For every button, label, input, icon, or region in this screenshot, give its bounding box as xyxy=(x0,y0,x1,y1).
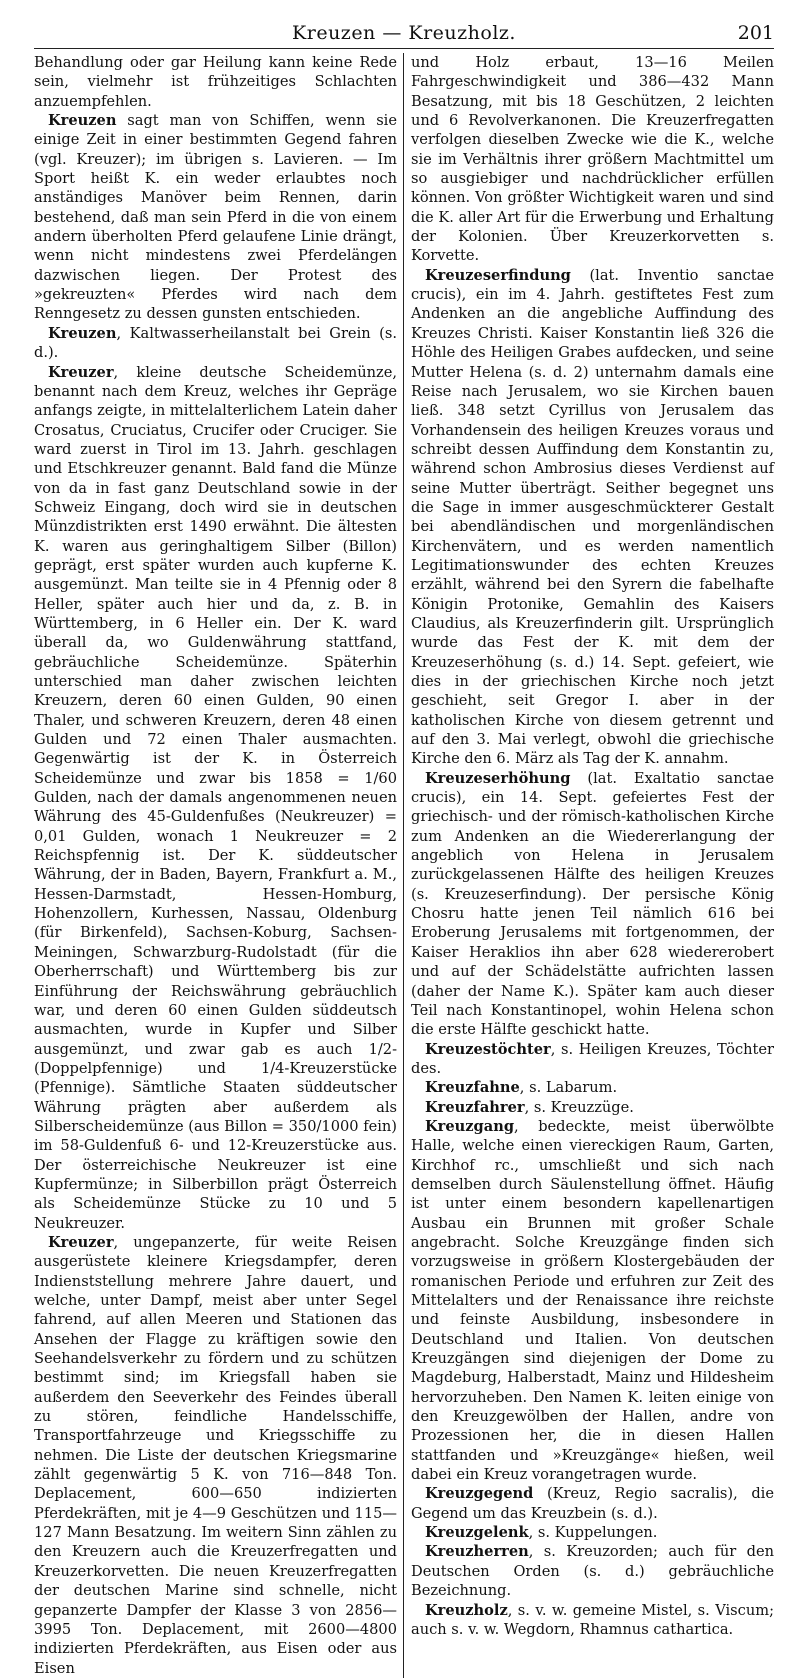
dictionary-entry xyxy=(411,1484,774,1523)
entry-text: (Kreuz, Regio sacralis), die Gegend um das Kreuzbein (s. d.). xyxy=(411,1485,774,1522)
entry-headword: Kreuzeserfindung xyxy=(425,266,571,284)
dictionary-entry xyxy=(34,53,397,111)
entry-headword: Kreuzholz xyxy=(425,1601,508,1619)
left-column xyxy=(34,53,403,1678)
two-column-body xyxy=(34,53,774,1678)
entry-text: , s. Kreuzorden; auch für den Deutschen Orden (s. d.) gebräuchliche Bezeichnung. xyxy=(411,1543,774,1600)
entry-text: , s. Labarum. xyxy=(519,1079,618,1097)
entry-text: , Kaltwasserheilanstalt bei Grein (s. d.). xyxy=(34,324,397,362)
entry-text: (lat. Exaltatio sanctae crucis), ein 14. Sept. gefeiertes Fest der griechisch- und der römisch-katholischen Kirche zum Andenken an die Wiedererlangung der angeblich von Helena in Jerusalem zurückgelassenen Hälfte des heiligen Kreuzes (s. Kreuzeserfindung). Der persische König Chosru hatte jenen Teil nämlich 616 bei Eroberung Jerusalems mit fortgenommen, der Kaiser Heraklios ihn aber 628 wiedererobert und auf der Schädelstätte aufrichten lassen (daher der Name K.). Später kam auch dieser Teil nach Konstantinopel, wohin Helena schon die erste Hälfte geschickt hatte. xyxy=(411,769,774,1039)
dictionary-entry xyxy=(411,1117,774,1485)
entry-text: , kleine deutsche Scheidemünze, benannt nach dem Kreuz, welches ihr Gepräge anfangs zeigte, in mittelalterlichem Latein daher Crosatus, Cruciatus, Crucifer oder Cruciger. Sie ward zuerst in Tirol im 13. Jahrh. geschlagen und Etschkreuzer genannt. Bald fand die Münze von da in fast ganz Deutschland sowie in der Schweiz Eingang, doch wird sie in deutschen Münzdistrikten erst 1490 erwähnt. Die ältesten K. waren aus geringhaltigem Silber (Billon) geprägt, erst später wurden auch kupferne K. ausgemünzt. Man teilte sie in 4 Pfennig oder 8 Heller, später auch hier und da, z. B. in Württemberg, in 6 Heller ein. Der K. ward überall da, wo Guldenwährung stattfand, gebräuchliche Scheidemünze. Späterhin unterschied man daher zwischen leichten Kreuzern, deren 60 einen Gulden, 90 einen Thaler, und schweren Kreuzern, deren 48 einen Gulden und 72 einen Thaler ausmachten. Gegenwärtig ist der K. in Österreich Scheidemünze und zwar bis 1858 = 1/60 Gulden, nach der damals angenommenen neuen Währung des 45-Guldenfußes (Neukreuzer) = 0,01 Gulden, wonach 1 Neukreuzer = 2 Reichspfennig ist. Der K. süddeutscher Währung, der in Baden, Bayern, Frankfurt a. M., Hessen-Darmstadt, Hessen-Homburg, Hohenzollern, Kurhessen, Nassau, Oldenburg (für Birkenfeld), Sachsen-Koburg, Sachsen-Meiningen, Schwarzburg-Rudolstadt (für die Oberherrschaft) und Württemberg bis zur Einführung der Reichswährung gebräuchlich war, und deren 60 einen Gulden süddeutsch ausmachten, wurde in Kupfer und Silber ausgemünzt, und zwar gab es auch 1/2- (Doppelpfennige) und 1/4-Kreuzerstücke (Pfennige). Sämtliche Staaten süddeutscher Währung prägten aber außerdem als Silberscheidemünze (aus Billon = 350/1000 fein) im 58-Guldenfuß 6- und 12-Kreuzerstücke aus. Der österreichische Neukreuzer ist eine Kupfermünze; in Silberbillon prägt Österreich als Scheidemünze Stücke zu 10 und 5 Neukreuzer. xyxy=(34,363,397,1232)
entry-headword: Kreuzfahne xyxy=(425,1079,520,1097)
dictionary-entry xyxy=(411,1523,774,1542)
right-column xyxy=(404,53,774,1678)
dictionary-entry xyxy=(411,1542,774,1600)
entry-headword: Kreuzherren xyxy=(425,1543,529,1561)
page-header xyxy=(34,14,774,49)
entry-headword: Kreuzen xyxy=(48,112,117,130)
dictionary-entry xyxy=(411,1040,774,1079)
dictionary-entry xyxy=(411,769,774,1040)
dictionary-entry xyxy=(34,1233,397,1678)
dictionary-entry xyxy=(411,1098,774,1117)
page-number: 201 xyxy=(737,22,774,44)
running-title: Kreuzen — Kreuzholz. xyxy=(292,22,516,44)
dictionary-entry xyxy=(411,1601,774,1640)
entry-headword: Kreuzen xyxy=(48,324,117,342)
dictionary-entry xyxy=(34,324,397,363)
entry-headword: Kreuzfahrer xyxy=(425,1098,525,1116)
dictionary-entry xyxy=(411,1078,774,1097)
entry-headword: Kreuzer xyxy=(48,363,114,381)
entry-text: Behandlung oder gar Heilung kann keine Rede sein, vielmehr ist frühzeitiges Schlachten anzuempfehlen. xyxy=(34,54,397,110)
entry-headword: Kreuzgang xyxy=(425,1117,515,1135)
dictionary-entry xyxy=(411,53,774,266)
entry-text: und Holz erbaut, 13—16 Meilen Fahrgeschwindigkeit und 386—432 Mann Besatzung, mit bis 18 Geschützen, 2 leichten und 6 Revolverkanonen. Die Kreuzerfregatten verfolgen dieselben Zwecke wie die K., welche sie im Verhältnis ihrer größern Machtmittel um so ausgiebiger und nachdrücklicher erfüllen können. Von größter Wichtigkeit waren und sind die K. aller Art für die Erwerbung und Erhaltung der Kolonien. Über Kreuzerkorvetten s. Korvette. xyxy=(411,54,774,265)
dictionary-entry xyxy=(34,363,397,1233)
dictionary-entry xyxy=(411,266,774,769)
entry-text: , s. Kreuzzüge. xyxy=(524,1098,634,1116)
entry-text: (lat. Inventio sanctae crucis), ein im 4. Jahrh. gestiftetes Fest zum Andenken an die angebliche Auffindung des Kreuzes Christi. Kaiser Konstantin ließ 326 die Höhle des Heiligen Grabes aufdecken, und seine Mutter Helena (s. d. 2) unternahm damals eine Reise nach Jerusalem, wo sie Kirchen bauen ließ. 348 setzt Cyrillus von Jerusalem das Vorhandensein des heiligen Kreuzes voraus und schreibt dessen Auffindung dem Konstantin zu, während schon Ambrosius dieses Verdienst auf seine Mutter überträgt. Seither begegnet uns die Sage in immer ausgeschmückterer Gestalt bei abendländischen und morgenländischen Kirchenvätern, und es werden namentlich Legitimationswunder des echten Kreuzes erzählt, während bei den Syrern die fabelhafte Königin Protonike, Gemahlin des Kaisers Claudius, als Kreuzerfinderin gilt. Ursprünglich wurde das Fest der K. mit dem der Kreuzeserhöhung (s. d.) 14. Sept. gefeiert, wie dies in der griechischen Kirche noch jetzt geschieht, seit Gregor I. aber in der katholischen Kirche von diesem getrennt und auf den 3. Mai verlegt, obwohl die griechische Kirche den 6. März als Tag der K. annahm. xyxy=(411,266,774,768)
entry-text: sagt man von Schiffen, wenn sie einige Zeit in einer bestimmten Gegend fahren (vgl. Kreuzer); im übrigen s. Lavieren. — Im Sport heißt K. ein weder erlaubtes noch anständiges Manöver beim Rennen, darin bestehend, daß man sein Pferd in die von einem andern überholten Pferd gelaufene Linie drängt, wenn nicht mindestens zwei Pferdelängen dazwischen liegen. Der Protest des »gekreuzten« Pferdes wird nach dem Renngesetz zu dessen gunsten entschieden. xyxy=(34,112,397,323)
entry-text: , s. Kuppelungen. xyxy=(528,1524,658,1542)
entry-headword: Kreuzeserhöhung xyxy=(425,769,571,787)
entry-text: , ungepanzerte, für weite Reisen ausgerüstete kleinere Kriegsdampfer, deren Indienststellung mehrere Jahre dauert, und welche, unter Dampf, meist aber unter Segel fahrend, auf allen Meeren und Stationen das Ansehen der Flagge zu kräftigen sowie den Seehandelsverkehr zu fördern und zu schützen bestimmt sind; im Kriegsfall haben sie außerdem den Seeverkehr des Feindes überall zu stören, feindliche Handelsschiffe, Transportfahrzeuge und Kriegsschiffe zu nehmen. Die Liste der deutschen Kriegsmarine zählt gegenwärtig 5 K. von 716—848 Ton. Deplacement, 600—650 indizierten Pferdekräften, mit je 4—9 Geschützen und 115—127 Mann Besatzung. Im weitern Sinn zählen zu den Kreuzern auch die Kreuzerfregatten und Kreuzerkorvetten. Die neuen Kreuzerfregatten der deutschen Marine sind schnelle, nicht gepanzerte Dampfer der Klasse 3 von 2856—3995 Ton. Deplacement, mit 2600—4800 indizierten Pferdekräften, aus Eisen oder aus Eisen xyxy=(34,1233,397,1677)
entry-text: , bedeckte, meist überwölbte Halle, welche einen viereckigen Raum, Garten, Kirchhof rc., umschließt und sich nach demselben durch Säulenstellung öffnet. Häufig ist unter einem besondern kapellenartigen Ausbau ein Brunnen mit großer Schale angebracht. Solche Kreuzgänge finden sich vorzugsweise in größern Klostergebäuden der romanischen Periode und erfuhren zur Zeit des Mittelalters und der Renaissance ihre reichste und feinste Ausbildung, insbesondere in Deutschland und Italien. Von deutschen Kreuzgängen sind diejenigen der Dome zu Magdeburg, Halberstadt, Mainz und Hildesheim hervorzuheben. Den Namen K. leiten einige von den Kreuzgewölben der Hallen, andre von Prozessionen her, die in diesen Hallen stattfanden und »Kreuzgänge« hießen, weil dabei ein Kreuz vorangetragen wurde. xyxy=(411,1117,774,1484)
entry-text: , s. v. w. gemeine Mistel, s. Viscum; auch s. v. w. Wegdorn, Rhamnus cathartica. xyxy=(411,1601,774,1638)
entry-text: , s. Heiligen Kreuzes, Töchter des. xyxy=(411,1040,774,1077)
entry-headword: Kreuzer xyxy=(48,1233,114,1251)
dictionary-entry xyxy=(34,111,397,324)
entry-headword: Kreuzgegend xyxy=(425,1485,534,1503)
entry-headword: Kreuzestöchter xyxy=(425,1040,551,1058)
entry-headword: Kreuzgelenk xyxy=(425,1524,529,1542)
